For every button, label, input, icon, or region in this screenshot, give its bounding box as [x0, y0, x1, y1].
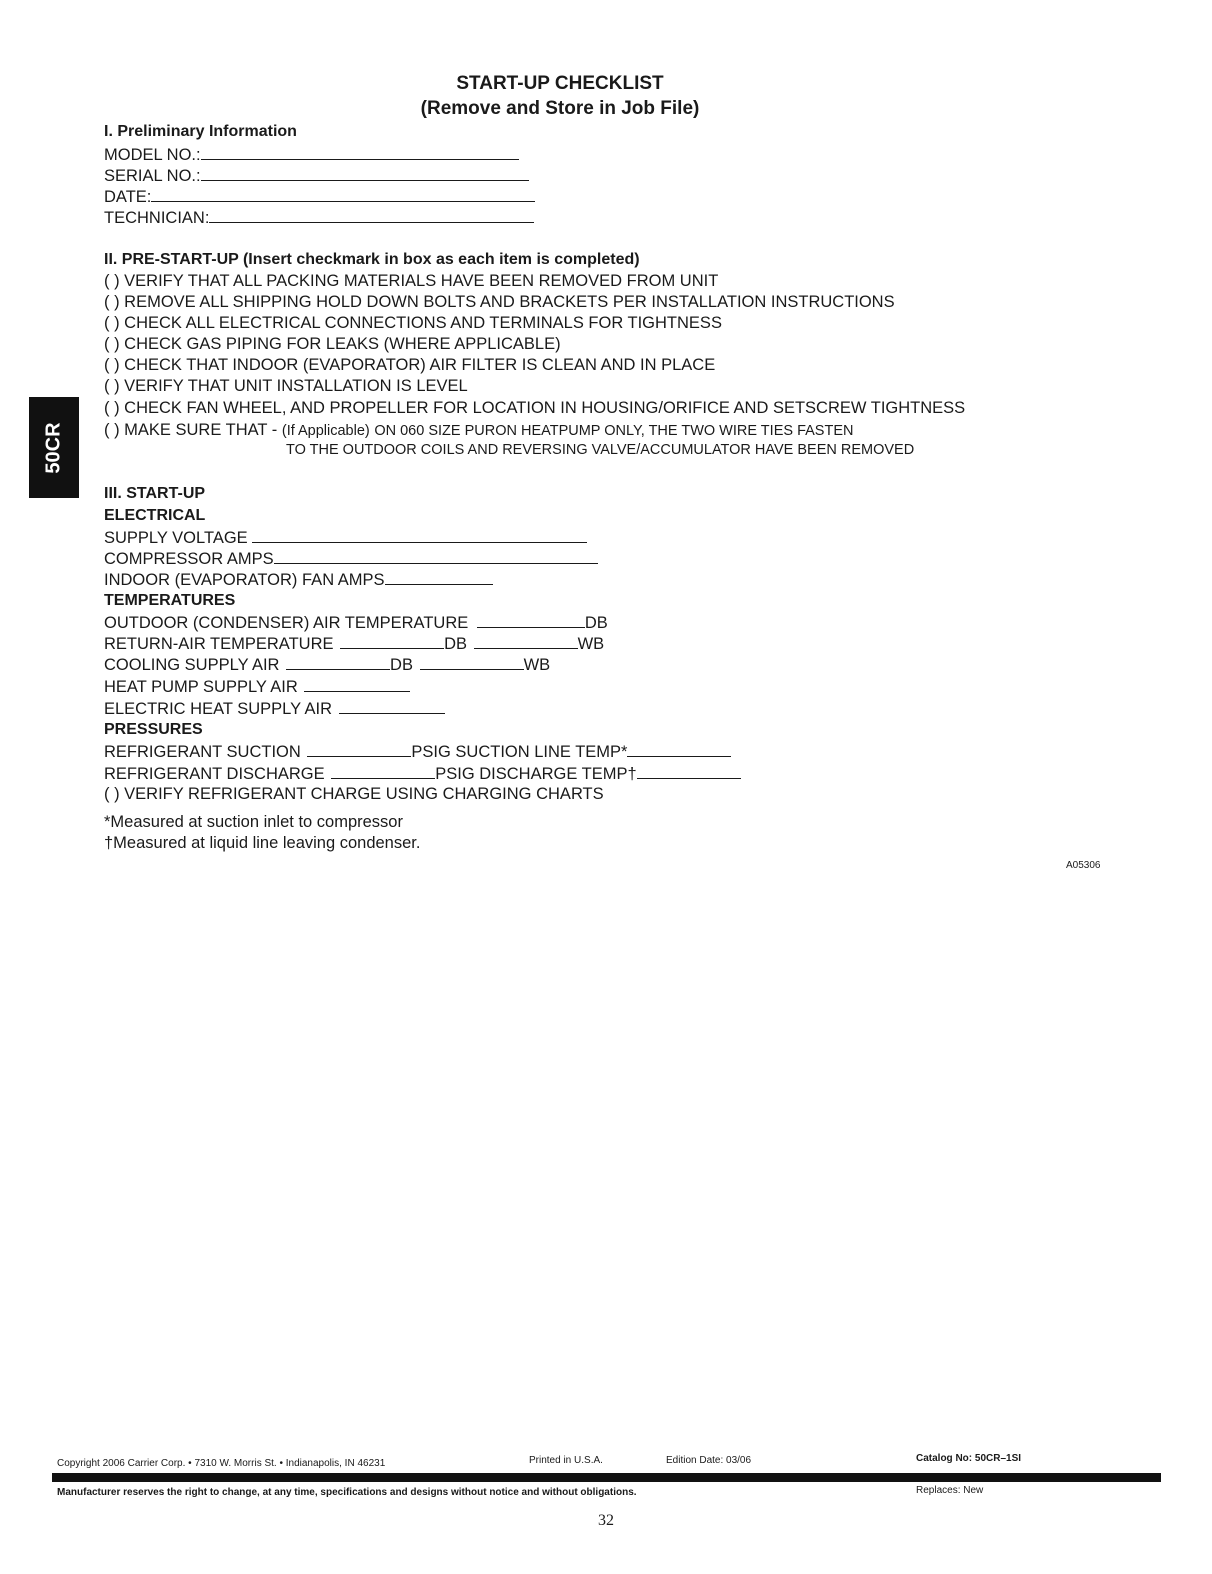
checklist-item[interactable]: ( ) CHECK THAT INDOOR (EVAPORATOR) AIR FILTER IS CLEAN AND IN PLACE [104, 356, 716, 374]
electric-heat-supply-field[interactable] [104, 699, 445, 719]
indoor-fan-amps-field[interactable] [104, 570, 493, 590]
outdoor-temp-field[interactable] [104, 613, 608, 633]
cooling-supply-wb-line [420, 655, 524, 670]
pressures-heading: PRESSURES [104, 721, 203, 738]
disclaimer: Manufacturer reserves the right to change, at any time, specifications and designs without notice and without obligations. [57, 1487, 637, 1498]
supply-voltage-field[interactable] [104, 528, 587, 548]
section-preliminary-heading: I. Preliminary Information [104, 123, 297, 140]
db-unit: DB [584, 614, 608, 632]
date-field[interactable] [104, 187, 535, 207]
date-line [151, 187, 535, 202]
wire-ties-line1: ON 060 SIZE PURON HEATPUMP ONLY, THE TWO WIRE TIES FASTEN [374, 423, 854, 439]
compressor-amps-field[interactable] [104, 549, 598, 569]
cooling-supply-field[interactable] [104, 655, 550, 675]
wire-ties-applicable: (If Applicable) [281, 423, 370, 439]
outdoor-temp-label: OUTDOOR (CONDENSER) AIR TEMPERATURE [104, 614, 469, 632]
db-unit: DB [444, 635, 468, 653]
wire-ties-line2: TO THE OUTDOOR COILS AND REVERSING VALVE/ACCUMULATOR HAVE BEEN REMOVED [286, 442, 915, 458]
verify-charge-item[interactable]: ( ) VERIFY REFRIGERANT CHARGE USING CHARGING CHARTS [104, 785, 604, 803]
suction-psig-label: PSIG SUCTION LINE TEMP* [411, 743, 628, 761]
return-air-wb-line [474, 634, 578, 649]
page-number: 32 [598, 1512, 614, 1529]
heat-pump-supply-field[interactable] [104, 677, 410, 697]
figure-id: A05306 [1066, 860, 1101, 871]
cooling-supply-label: COOLING SUPPLY AIR [104, 656, 280, 674]
db-unit: DB [390, 656, 413, 674]
compressor-amps-line [274, 549, 598, 564]
suction-label: REFRIGERANT SUCTION [104, 743, 301, 761]
wb-unit: WB [523, 656, 551, 674]
page-title: START-UP CHECKLIST [456, 73, 664, 94]
footnote-liquid-line: †Measured at liquid line leaving condenser. [104, 834, 421, 852]
supply-voltage-label: SUPPLY VOLTAGE [104, 529, 248, 547]
cooling-supply-db-line [286, 655, 390, 670]
indoor-fan-amps-label: INDOOR (EVAPORATOR) FAN AMPS [104, 571, 385, 589]
serial-no-field[interactable] [104, 166, 529, 186]
checklist-item[interactable]: ( ) CHECK FAN WHEEL, AND PROPELLER FOR LOCATION IN HOUSING/ORIFICE AND SETSCREW TIGHTNESS [104, 399, 966, 417]
suction-psig-line [307, 742, 411, 757]
return-air-label: RETURN-AIR TEMPERATURE [104, 635, 334, 653]
checklist-item[interactable]: ( ) REMOVE ALL SHIPPING HOLD DOWN BOLTS AND BRACKETS PER INSTALLATION INSTRUCTIONS [104, 293, 895, 311]
discharge-field[interactable] [104, 764, 741, 784]
suction-field[interactable] [104, 742, 731, 762]
model-no-field[interactable] [104, 145, 519, 165]
checklist-item[interactable]: ( ) CHECK ALL ELECTRICAL CONNECTIONS AND TERMINALS FOR TIGHTNESS [104, 314, 722, 332]
electrical-heading: ELECTRICAL [104, 507, 206, 524]
model-no-line [201, 145, 519, 160]
date-label: DATE: [104, 188, 152, 206]
discharge-psig-line [331, 764, 435, 779]
catalog-no: Catalog No: 50CR–1SI [916, 1453, 1022, 1464]
replaces: Replaces: New [916, 1485, 984, 1496]
suction-temp-line [627, 742, 731, 757]
technician-label: TECHNICIAN: [104, 209, 210, 227]
electric-heat-supply-label: ELECTRIC HEAT SUPPLY AIR [104, 700, 333, 718]
supply-voltage-line [252, 528, 587, 543]
footer-divider [52, 1473, 1161, 1482]
technician-field[interactable] [104, 208, 534, 228]
checklist-item[interactable]: ( ) VERIFY THAT ALL PACKING MATERIALS HAVE BEEN REMOVED FROM UNIT [104, 272, 719, 290]
side-tab [29, 397, 79, 498]
heat-pump-supply-label: HEAT PUMP SUPPLY AIR [104, 678, 298, 696]
discharge-temp-line [637, 764, 741, 779]
wire-ties-prefix: ( ) MAKE SURE THAT - [104, 421, 278, 439]
model-no-label: MODEL NO.: [104, 146, 201, 164]
indoor-fan-amps-line [385, 570, 493, 585]
discharge-psig-label: PSIG DISCHARGE TEMP† [435, 765, 637, 783]
side-tab-label: 50CR [42, 421, 65, 474]
checklist-item-wire-ties[interactable] [104, 421, 853, 440]
return-air-field[interactable] [104, 634, 604, 654]
edition-date: Edition Date: 03/06 [666, 1455, 752, 1466]
compressor-amps-label: COMPRESSOR AMPS [104, 550, 274, 568]
outdoor-temp-line [477, 613, 585, 628]
page-subtitle: (Remove and Store in Job File) [420, 98, 700, 119]
printed-in: Printed in U.S.A. [529, 1455, 603, 1466]
temperatures-heading: TEMPERATURES [104, 592, 236, 609]
checklist-item[interactable]: ( ) CHECK GAS PIPING FOR LEAKS (WHERE APPLICABLE) [104, 335, 561, 353]
serial-no-line [201, 166, 529, 181]
checklist-item[interactable]: ( ) VERIFY THAT UNIT INSTALLATION IS LEVEL [104, 377, 468, 395]
serial-no-label: SERIAL NO.: [104, 167, 201, 185]
heat-pump-supply-line [304, 677, 410, 692]
return-air-db-line [340, 634, 444, 649]
discharge-label: REFRIGERANT DISCHARGE [104, 765, 325, 783]
footnote-suction: *Measured at suction inlet to compressor [104, 813, 403, 831]
technician-line [209, 208, 534, 223]
copyright: Copyright 2006 Carrier Corp. • 7310 W. Morris St. • Indianapolis, IN 46231 [57, 1458, 386, 1469]
section-startup-heading: III. START-UP [104, 485, 206, 502]
electric-heat-supply-line [339, 699, 445, 714]
wb-unit: WB [577, 635, 605, 653]
section-prestartup-heading: II. PRE-START-UP (Insert checkmark in box as each item is completed) [104, 251, 640, 268]
